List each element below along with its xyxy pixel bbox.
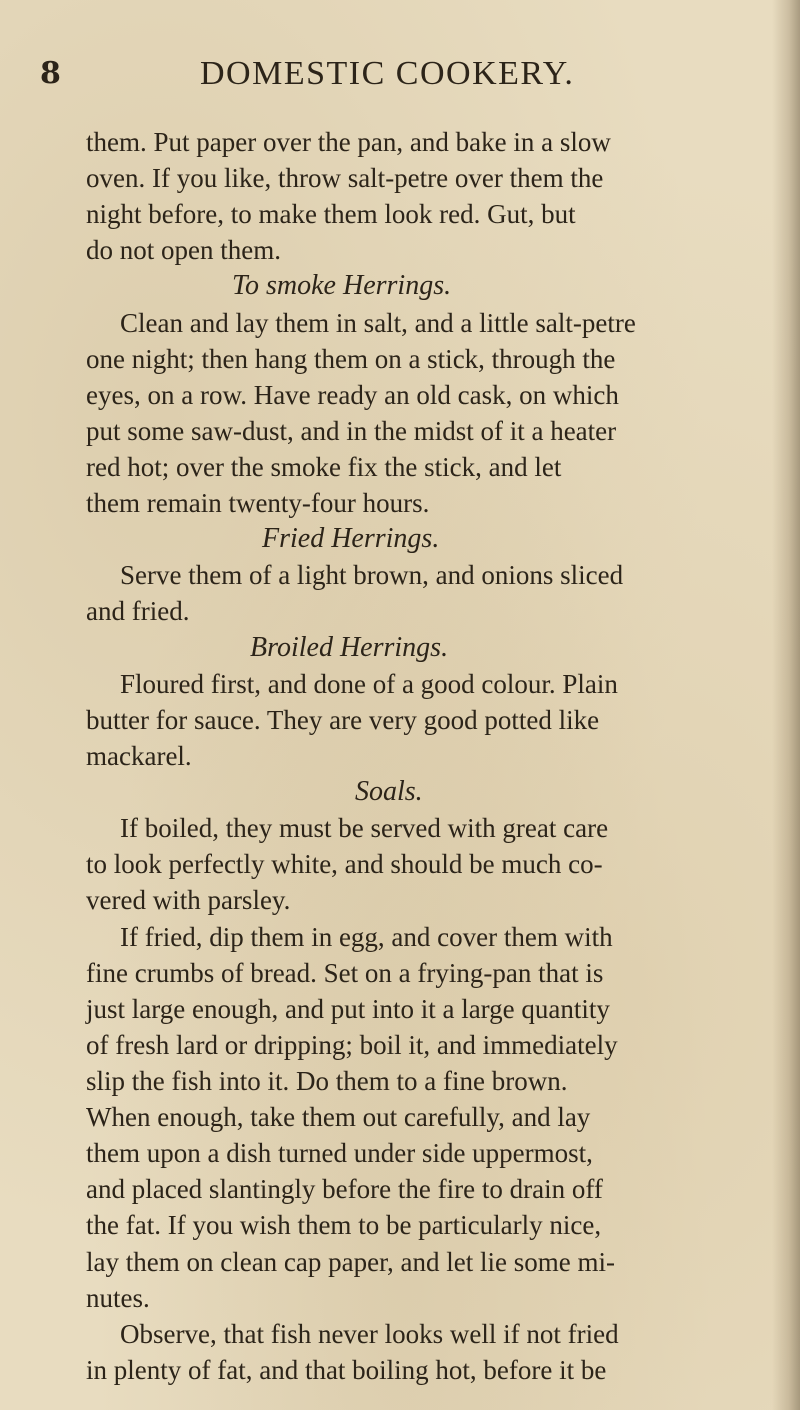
text-line: put some saw-dust, and in the midst of it a heater	[86, 416, 617, 446]
page-number: 8	[40, 56, 61, 91]
text-line: eyes, on a row. Have ready an old cask, on which	[86, 380, 619, 410]
text-line: Serve them of a light brown, and onions sliced	[120, 560, 624, 590]
section-heading: Soals.	[355, 776, 423, 807]
text-line: just large enough, and put into it a large quantity	[86, 994, 610, 1024]
section-heading: Broiled Herrings.	[250, 632, 449, 663]
text-line: in plenty of fat, and that boiling hot, before it be	[86, 1355, 607, 1385]
text-line: the fat. If you wish them to be particularly nice,	[86, 1210, 602, 1240]
text-line: nutes.	[86, 1283, 150, 1313]
text-line: If fried, dip them in egg, and cover them with	[120, 922, 613, 952]
text-line: oven. If you like, throw salt-petre over them the	[86, 163, 604, 193]
page-edge-shadow	[772, 0, 800, 1410]
text-line: Floured first, and done of a good colour. Plain	[120, 669, 618, 699]
text-line: If boiled, they must be served with great care	[120, 813, 609, 843]
text-line: fine crumbs of bread. Set on a frying-pan that is	[86, 958, 604, 988]
text-line: and placed slantingly before the fire to drain off	[86, 1174, 603, 1204]
text-line: Observe, that fish never looks well if not fried	[120, 1319, 619, 1349]
text-line: Clean and lay them in salt, and a little salt-petre	[120, 308, 636, 338]
section-heading: To smoke Herrings.	[232, 270, 452, 301]
text-line: mackarel.	[86, 741, 192, 771]
text-line: do not open them.	[86, 235, 281, 265]
running-head: DOMESTIC COOKERY.	[200, 55, 575, 92]
text-line: night before, to make them look red. Gut, but	[86, 199, 576, 229]
text-line: to look perfectly white, and should be much co-	[86, 849, 603, 879]
text-line: vered with parsley.	[86, 885, 291, 915]
text-line: them. Put paper over the pan, and bake in a slow	[86, 127, 611, 157]
text-line: lay them on clean cap paper, and let lie some mi-	[86, 1247, 615, 1277]
text-line: them remain twenty-four hours.	[86, 488, 430, 518]
text-line: and fried.	[86, 596, 190, 626]
text-line: them upon a dish turned under side uppermost,	[86, 1138, 593, 1168]
section-heading: Fried Herrings.	[262, 523, 440, 554]
text-line: one night; then hang them on a stick, through the	[86, 344, 616, 374]
text-line: of fresh lard or dripping; boil it, and immediately	[86, 1030, 618, 1060]
text-line: slip the fish into it. Do them to a fine brown.	[86, 1066, 568, 1096]
text-line: butter for sauce. They are very good potted like	[86, 705, 600, 735]
text-line: red hot; over the smoke fix the stick, and let	[86, 452, 562, 482]
text-line: When enough, take them out carefully, and lay	[86, 1102, 591, 1132]
